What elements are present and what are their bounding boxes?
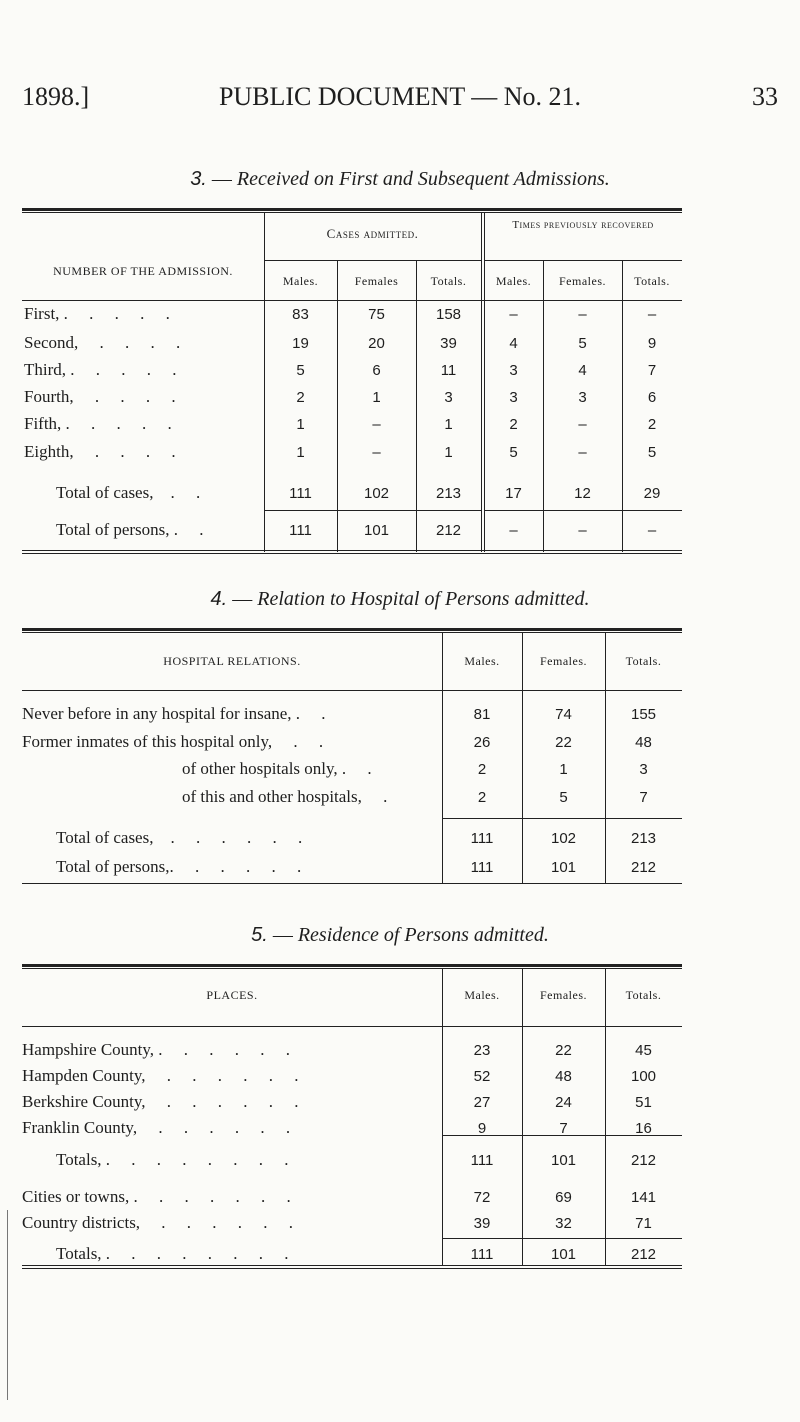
table-4-cell: 7 <box>639 789 648 806</box>
table-5-cell: 51 <box>635 1094 652 1111</box>
table-5-row-label: Totals, . . . . . . . . <box>56 1244 289 1263</box>
table-4-cell: 111 <box>470 859 494 876</box>
table-3-row-label: First, . . . . . <box>24 304 170 323</box>
section-4-title <box>0 588 800 611</box>
table-4-cell: 213 <box>630 830 657 847</box>
table-5-cell: 27 <box>473 1094 491 1111</box>
table-3-cell: 11 <box>440 362 457 379</box>
table-3-cell: 111 <box>289 485 312 502</box>
table-3-cell: 4 <box>509 335 518 352</box>
table-3-cell: – <box>647 306 657 323</box>
table-3-cell: 2 <box>296 389 305 406</box>
table-3-cell: 5 <box>509 444 518 461</box>
table-3-row-label: Fifth, . . . . . <box>24 414 172 433</box>
table-3-cell: 213 <box>435 485 462 502</box>
section-5-title <box>0 924 800 947</box>
table-3-cell: 29 <box>643 485 661 502</box>
table-5-cell: 111 <box>470 1246 494 1263</box>
section-4-number: 4. <box>210 588 228 610</box>
table-3-col-males: Males. <box>282 274 319 288</box>
table-4-cell: 3 <box>639 761 648 778</box>
table-4-cell: 102 <box>550 830 577 847</box>
table-3-cell: 17 <box>505 485 522 502</box>
table-4-cell: 48 <box>635 734 652 751</box>
table-3-cell: 101 <box>363 522 390 539</box>
table-3-cell: 4 <box>578 362 587 379</box>
table-4-row-label: of this and other hospitals, . <box>182 787 388 806</box>
table-4-cell: 111 <box>470 830 494 847</box>
header-page-number: 33 <box>752 82 778 111</box>
table-3-row-label: Fourth, . . . . <box>24 387 176 406</box>
table-3-cell: – <box>509 306 518 323</box>
table-3-row-label: Total of cases, . . <box>56 483 201 502</box>
table-5-cell: 212 <box>630 1246 657 1263</box>
table-4-cell: 212 <box>630 859 657 876</box>
table-3-cell: 5 <box>647 444 657 461</box>
table-5-cell: 7 <box>559 1120 568 1137</box>
table-3-cell: 6 <box>647 389 657 406</box>
table-3-cell: 3 <box>578 389 587 406</box>
table-4-cell: 26 <box>473 734 491 751</box>
section-4-dash: — <box>232 588 253 610</box>
table-3-cell: – <box>578 306 587 323</box>
table-4-cell: 22 <box>555 734 572 751</box>
table-4-cell: 101 <box>550 859 577 876</box>
table-5-cell: 101 <box>550 1246 577 1263</box>
header-title: PUBLIC DOCUMENT — No. 21. <box>218 82 582 111</box>
table-3-cell: 2 <box>509 416 518 433</box>
table-3-cell: 12 <box>574 485 591 502</box>
table-3-cell: 3 <box>509 389 518 406</box>
table-3-row-label: Third, . . . . . <box>24 360 177 379</box>
table-5-cell: 101 <box>550 1152 577 1169</box>
table-4-row-label: Former inmates of this hospital only, . . <box>22 732 324 751</box>
table-3-cell: 6 <box>372 362 381 379</box>
table-3-cell: 1 <box>296 444 305 461</box>
section-3-title-text: Received on First and Subsequent Admissions. <box>236 168 610 190</box>
table-5-row-label: Franklin County, . . . . . . <box>22 1118 291 1137</box>
table-5-cell: 212 <box>630 1152 657 1169</box>
table-4-row-label: of other hospitals only, . . <box>182 759 372 778</box>
section-3-title <box>0 168 800 191</box>
table-3-row-label: Total of persons, . . <box>56 520 204 539</box>
table-3-col-rec-females: Females. <box>559 274 606 288</box>
table-5-cell: 111 <box>470 1152 494 1169</box>
table-5-row-label: Totals, . . . . . . . . <box>56 1150 289 1169</box>
table-5-cell: 48 <box>555 1068 572 1085</box>
table-5-cell: 52 <box>473 1068 491 1085</box>
table-5-cell: 69 <box>555 1189 572 1206</box>
section-5-title-text: Residence of Persons admitted. <box>297 924 549 946</box>
table-3-col-totals: Totals. <box>430 274 467 288</box>
table-3-group-cases: Cases admitted. <box>326 226 419 241</box>
table-4-cell: 81 <box>473 706 491 723</box>
table-4-col-totals: Totals. <box>625 654 662 668</box>
table-3-row-label: Eighth, . . . . <box>24 442 176 461</box>
table-3-row-label: Second, . . . . <box>24 333 181 352</box>
table-4-row-label: Never before in any hospital for insane, . . <box>22 704 326 723</box>
table-3-cell: 1 <box>444 416 453 433</box>
table-3-cell: 20 <box>368 335 385 352</box>
table-5-row-label: Hampden County, . . . . . . <box>22 1066 299 1085</box>
table-3-cell: – <box>578 522 587 539</box>
table-3-cell: 3 <box>509 362 518 379</box>
binding-line <box>7 1210 8 1400</box>
table-3-col-rec-males: Males. <box>495 274 532 288</box>
table-3-cell: 1 <box>372 389 381 406</box>
table-4-cell: 5 <box>559 789 568 806</box>
table-4-cell: 2 <box>477 761 487 778</box>
table-3-cell: 75 <box>368 306 385 323</box>
table-5-cell: 23 <box>473 1042 491 1059</box>
table-5-cell: 16 <box>635 1120 652 1137</box>
table-3-cell: 7 <box>647 362 657 379</box>
table-4-cell: 74 <box>555 706 572 723</box>
table-5-row-label: Country districts, . . . . . . <box>22 1213 294 1232</box>
table-3-cell: 5 <box>578 335 587 352</box>
table-3-cell: 3 <box>444 389 453 406</box>
table-3-cell: 158 <box>435 306 462 323</box>
table-5-cell: 39 <box>473 1215 491 1232</box>
table-4-col-males: Males. <box>464 654 500 668</box>
table-3-group-recovered: Times previously recovered <box>512 219 654 231</box>
table-3-col-rec-totals: Totals. <box>634 274 670 288</box>
table-5-row-label: Berkshire County, . . . . . . <box>22 1092 299 1111</box>
table-3-cell: 83 <box>292 306 309 323</box>
table-5-cell: 71 <box>635 1215 652 1232</box>
table-5-cell: 24 <box>555 1094 572 1111</box>
table-3-cell: – <box>647 522 657 539</box>
table-5-col-females: Females. <box>540 988 587 1002</box>
table-5-cell: 32 <box>555 1215 572 1232</box>
table-5-col-totals: Totals. <box>625 988 662 1002</box>
table-5-col-males: Males. <box>464 988 500 1002</box>
table-5-row-label: Cities or towns, . . . . . . . <box>22 1187 291 1206</box>
section-5-number: 5. <box>251 924 268 946</box>
table-3-cell: 5 <box>296 362 305 379</box>
section-3-dash: — <box>211 168 232 190</box>
table-3-cell: 212 <box>435 522 462 539</box>
section-5-dash: — <box>272 924 293 946</box>
table-3-cell: 9 <box>647 335 657 352</box>
header-year: 1898.] <box>22 82 90 111</box>
table-3-row-header: NUMBER OF THE ADMISSION. <box>53 264 233 278</box>
table-5-row-header: PLACES. <box>206 988 258 1002</box>
section-4-title-text: Relation to Hospital of Persons admitted. <box>257 588 590 610</box>
table-3-cell: – <box>372 416 381 433</box>
table-5-cell: 141 <box>630 1189 657 1206</box>
table-4-row-header: HOSPITAL RELATIONS. <box>163 654 301 668</box>
table-4-col-females: Females. <box>540 654 587 668</box>
table-3-cell: – <box>372 444 381 461</box>
table-3-cell: 19 <box>292 335 309 352</box>
table-3-cell: 111 <box>289 522 312 539</box>
table-4-cell: 1 <box>559 761 568 778</box>
table-3-cell: 1 <box>444 444 453 461</box>
table-3-cell: – <box>578 416 587 433</box>
table-5-cell: 45 <box>635 1042 652 1059</box>
table-3-cell: – <box>509 522 518 539</box>
table-4-cell: 155 <box>630 706 657 723</box>
table-5-cell: 100 <box>630 1068 657 1085</box>
table-5-cell: 22 <box>555 1042 572 1059</box>
table-4-row-label: Total of persons,. . . . . . <box>56 857 302 876</box>
table-4-row-label: Total of cases, . . . . . . <box>56 828 303 847</box>
table-3-col-females: Females <box>354 274 399 288</box>
table-3-cell: – <box>578 444 587 461</box>
table-3-cell: 2 <box>647 416 657 433</box>
table-3-cell: 1 <box>296 416 305 433</box>
table-5-cell: 72 <box>473 1189 491 1206</box>
table-5-row-label: Hampshire County, . . . . . . <box>22 1040 291 1059</box>
table-4-cell: 2 <box>477 789 487 806</box>
section-3-number: 3. <box>190 168 207 190</box>
table-3-cell: 102 <box>363 485 390 502</box>
table-5-cell: 9 <box>477 1120 487 1137</box>
table-3-cell: 39 <box>440 335 457 352</box>
